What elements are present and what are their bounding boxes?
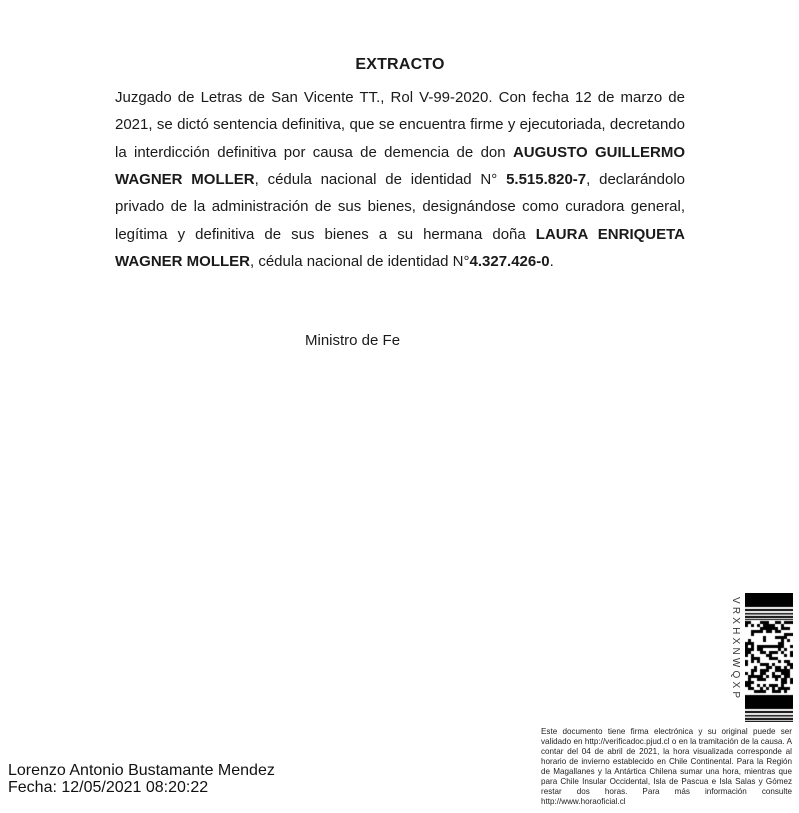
pdf417-barcode-icon (745, 593, 793, 722)
body-paragraph: Juzgado de Letras de San Vicente TT., Rol V-99-2020. Con fecha 12 de marzo de 2021, se dictó sentencia definitiva, que se encuentra firme y ejecutoriada, decretando la interdicción definitiva por causa de demencia de don AUGUSTO GUILLERMO WAGNER MOLLER, cédula nacional de identidad N° 5.515.820-7, declarándolo privado de la administración de sus bienes, designándose como curadora general, legítima y definitiva de sus bienes a su hermana doña LAURA ENRIQUETA WAGNER MOLLER, cédula nacional de identidad N°4.327.426-0. (115, 89, 686, 271)
verification-code: VRXHXNWQXP (730, 597, 741, 702)
legal-disclaimer: Este documento tiene firma electrónica y su original puede ser validado en http://verificadoc.pjud.cl o en la tramitación de la causa. A contar del 04 de abril de 2021, la hora visualizada corresponde al horario de invierno establecido en Chile Continental. Para la Región de Magallanes y la Antártica Chilena sumar una hora, mientras que para Chile Insular Occidental, Isla de Pascua e Isla Salas y Gómez restar dos horas. Para más información consulte http://www.horaoficial.cl (541, 727, 792, 806)
signer-name: Lorenzo Antonio Bustamante Mendez (8, 762, 275, 779)
signature-block (8, 763, 275, 796)
ministro-de-fe-label: Ministro de Fe (305, 332, 401, 349)
signature-date: Fecha: 12/05/2021 08:20:22 (8, 778, 209, 796)
document-title: EXTRACTO (355, 56, 445, 73)
